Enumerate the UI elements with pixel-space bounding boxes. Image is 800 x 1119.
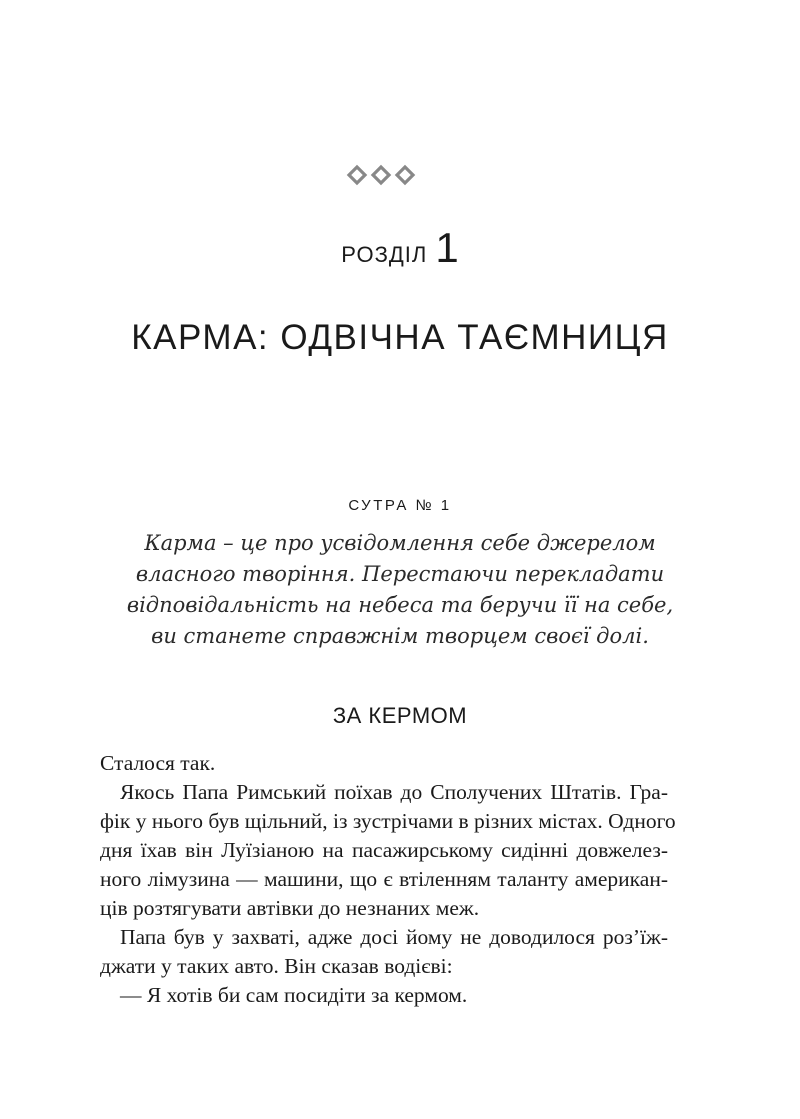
paragraph-line: ного лімузина — машини, що є втіленням таланту американ- [100,867,668,891]
sutra-line: відповідальність на небеса та беручи її на себе, [126,593,674,617]
three-diamonds-ornament-icon [346,160,416,190]
paragraph-line: Якось Папа Римський поїхав до Сполучених Штатів. Гра- [120,780,668,804]
sutra-line: Карма – це про усвідомлення себе джерелом [144,531,656,555]
sutra-line: власного творіння. Перестаючи перекладати [135,562,665,586]
paragraph-line: фік у нього був щільний, із зустрічами в різних містах. Одного [100,809,676,833]
sutra-heading: СУТРА № 1 [348,497,452,514]
sutra-line: ви станете справжнім творцем своєї долі. [151,624,649,648]
section-heading: ЗА КЕРМОМ [332,703,468,728]
chapter-title: КАРМА: ОДВІЧНА ТАЄМНИЦЯ [131,318,669,357]
chapter-number: 1 [435,224,459,271]
body-text [100,749,676,1010]
dialogue-line: — Я хотів би сам посидіти за кермом. [120,983,468,1007]
chapter-heading [0,224,800,272]
paragraph-line: ців розтягувати автівки до незнаних меж. [100,896,480,920]
chapter-label: РОЗДІЛ [341,242,428,267]
paragraph-line: Папа був у захваті, адже досі йому не доводилося роз’їж- [120,925,668,949]
sutra-quote [120,528,680,652]
paragraph-line: Сталося так. [100,751,216,775]
paragraph-line: дня їхав він Луїзіаною на пасажирському сидінні довжелез- [100,838,668,862]
paragraph-line: джати у таких авто. Він сказав водієві: [100,954,453,978]
